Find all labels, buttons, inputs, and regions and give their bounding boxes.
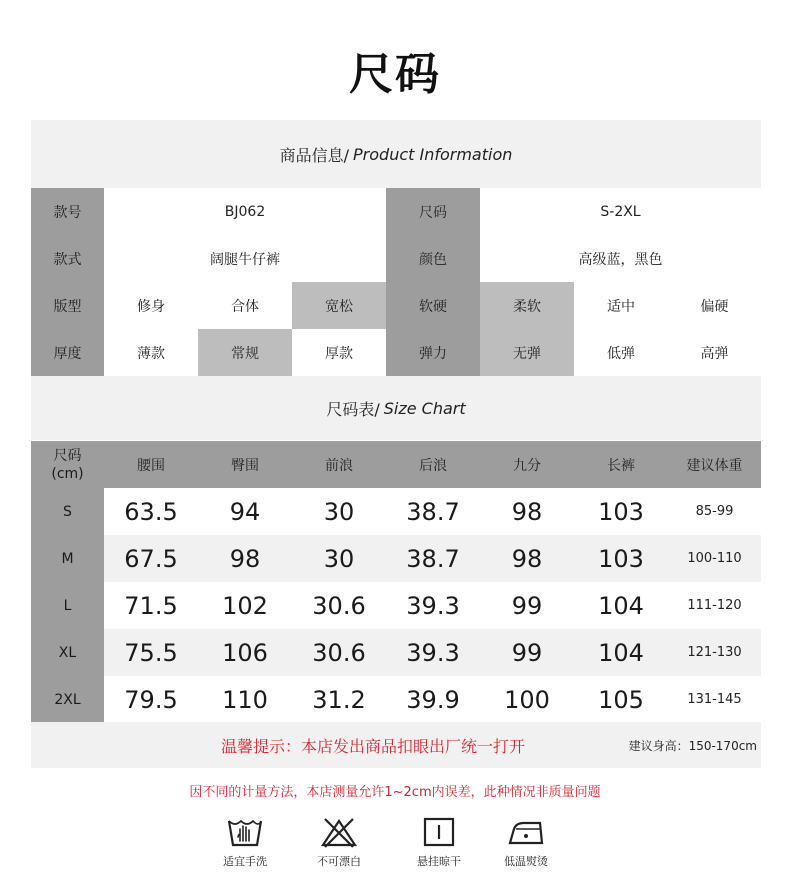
fit-option-selected: 宽松: [292, 282, 386, 329]
softness-option-selected: 柔软: [480, 282, 574, 329]
size-cell: M: [31, 535, 104, 582]
table-row: [31, 629, 761, 676]
care-label: 低温熨烫: [504, 855, 548, 868]
back-rise-cell: 39.9: [406, 685, 460, 714]
column-header: 后浪: [386, 441, 480, 488]
fit-option: 修身: [137, 298, 165, 315]
ninth-length-cell: 99: [511, 591, 543, 620]
column-header: 前浪: [292, 441, 386, 488]
long-length-cell: 103: [598, 544, 644, 573]
care-item-no-bleach: [299, 815, 379, 869]
ninth-length-cell: 100: [504, 685, 550, 714]
stretch-option: 低弹: [607, 345, 635, 362]
hip-cell: 106: [222, 638, 268, 667]
tip-main-text: 温馨提示：本店发出商品扣眼出厂统一打开: [221, 736, 526, 756]
waist-cell: 63.5: [124, 497, 178, 526]
long-length-cell: 104: [598, 638, 644, 667]
front-rise-cell: 30: [323, 544, 355, 573]
column-header: 长裤: [574, 441, 668, 488]
care-item-low-iron: [486, 815, 566, 869]
softness-option: 适中: [607, 298, 635, 315]
column-header: 建议体重: [668, 441, 761, 488]
waist-cell: 79.5: [124, 685, 178, 714]
product-info-header: [31, 120, 761, 188]
column-header: 尺码 (cm): [31, 441, 104, 488]
hip-cell: 98: [229, 544, 261, 573]
size-label: 尺码: [386, 188, 480, 235]
size-cell: 2XL: [31, 676, 104, 723]
waist-cell: 67.5: [124, 544, 178, 573]
column-header: 腰围: [104, 441, 198, 488]
thickness-option: 厚款: [325, 345, 353, 362]
weight-cell: 100-110: [687, 551, 742, 566]
size-value: S-2XL: [600, 203, 641, 220]
care-label: 适宜手洗: [223, 855, 267, 868]
style-label: 款式: [31, 235, 104, 282]
front-rise-cell: 30.6: [312, 591, 366, 620]
thickness-option-selected: 常规: [198, 329, 292, 376]
weight-cell: 111-120: [687, 598, 742, 613]
color-label: 颜色: [386, 235, 480, 282]
color-value: 高级蓝，黑色: [578, 251, 663, 268]
info-row-fit: [31, 282, 761, 329]
low-iron-icon: [506, 815, 546, 849]
ninth-length-cell: 98: [511, 544, 543, 573]
fit-label: 版型: [31, 282, 104, 329]
thickness-option: 薄款: [137, 345, 165, 362]
size-chart-header: [31, 376, 761, 440]
waist-cell: 71.5: [124, 591, 178, 620]
size-chart-header-cn: 尺码表/: [326, 399, 380, 419]
table-row: [31, 582, 761, 629]
product-info-header-cn: 商品信息/: [279, 145, 350, 165]
hip-cell: 94: [229, 497, 261, 526]
softness-option: 偏硬: [700, 298, 729, 315]
size-cell: L: [31, 582, 104, 629]
info-row-style: [31, 235, 761, 282]
waist-cell: 75.5: [124, 638, 178, 667]
stretch-label: 弹力: [386, 329, 480, 376]
style-value: 阔腿牛仔裤: [210, 251, 280, 268]
suggested-height-text: 建议身高：150-170cm: [628, 738, 757, 753]
measurement-note: 因不同的计量方法，本店测量允许1~2cm内误差，此种情况非质量问题: [189, 785, 601, 800]
fit-option: 合体: [231, 298, 259, 315]
table-row: [31, 676, 761, 723]
tip-band: [31, 722, 761, 768]
no-bleach-icon: [319, 815, 359, 849]
care-item-hang-dry: [399, 815, 479, 869]
size-chart-header-en: Size Chart: [383, 398, 466, 418]
hang-dry-icon: [419, 815, 459, 849]
weight-cell: 131-145: [687, 692, 742, 707]
info-row-style-no: [31, 188, 761, 235]
page-title: 尺码: [349, 49, 441, 100]
care-label: 悬挂晾干: [417, 855, 461, 868]
size-cell: S: [31, 488, 104, 535]
table-row: [31, 535, 761, 582]
front-rise-cell: 31.2: [312, 685, 366, 714]
column-header: 臀围: [198, 441, 292, 488]
style-no-label: 款号: [31, 188, 104, 235]
back-rise-cell: 39.3: [406, 591, 460, 620]
softness-label: 软硬: [386, 282, 480, 329]
long-length-cell: 105: [598, 685, 644, 714]
front-rise-cell: 30.6: [312, 638, 366, 667]
stretch-option: 高弹: [700, 345, 729, 362]
front-rise-cell: 30: [323, 497, 355, 526]
back-rise-cell: 39.3: [406, 638, 460, 667]
thickness-label: 厚度: [31, 329, 104, 376]
ninth-length-cell: 98: [511, 497, 543, 526]
weight-cell: 121-130: [687, 645, 742, 660]
column-header: 九分: [480, 441, 574, 488]
size-cell: XL: [31, 629, 104, 676]
weight-cell: 85-99: [695, 504, 734, 519]
stretch-option-selected: 无弹: [480, 329, 574, 376]
care-label: 不可漂白: [317, 855, 361, 868]
hip-cell: 102: [222, 591, 268, 620]
info-row-thickness: [31, 329, 761, 376]
care-item-hand-wash: [205, 815, 285, 869]
hand-wash-icon: [225, 815, 265, 849]
size-chart-column-header: [31, 441, 761, 488]
long-length-cell: 104: [598, 591, 644, 620]
hip-cell: 110: [222, 685, 268, 714]
product-info-header-en: Product Information: [353, 144, 513, 164]
style-no-value: BJ062: [224, 203, 266, 220]
table-row: [31, 488, 761, 535]
long-length-cell: 103: [598, 497, 644, 526]
back-rise-cell: 38.7: [406, 497, 460, 526]
back-rise-cell: 38.7: [406, 544, 460, 573]
ninth-length-cell: 99: [511, 638, 543, 667]
